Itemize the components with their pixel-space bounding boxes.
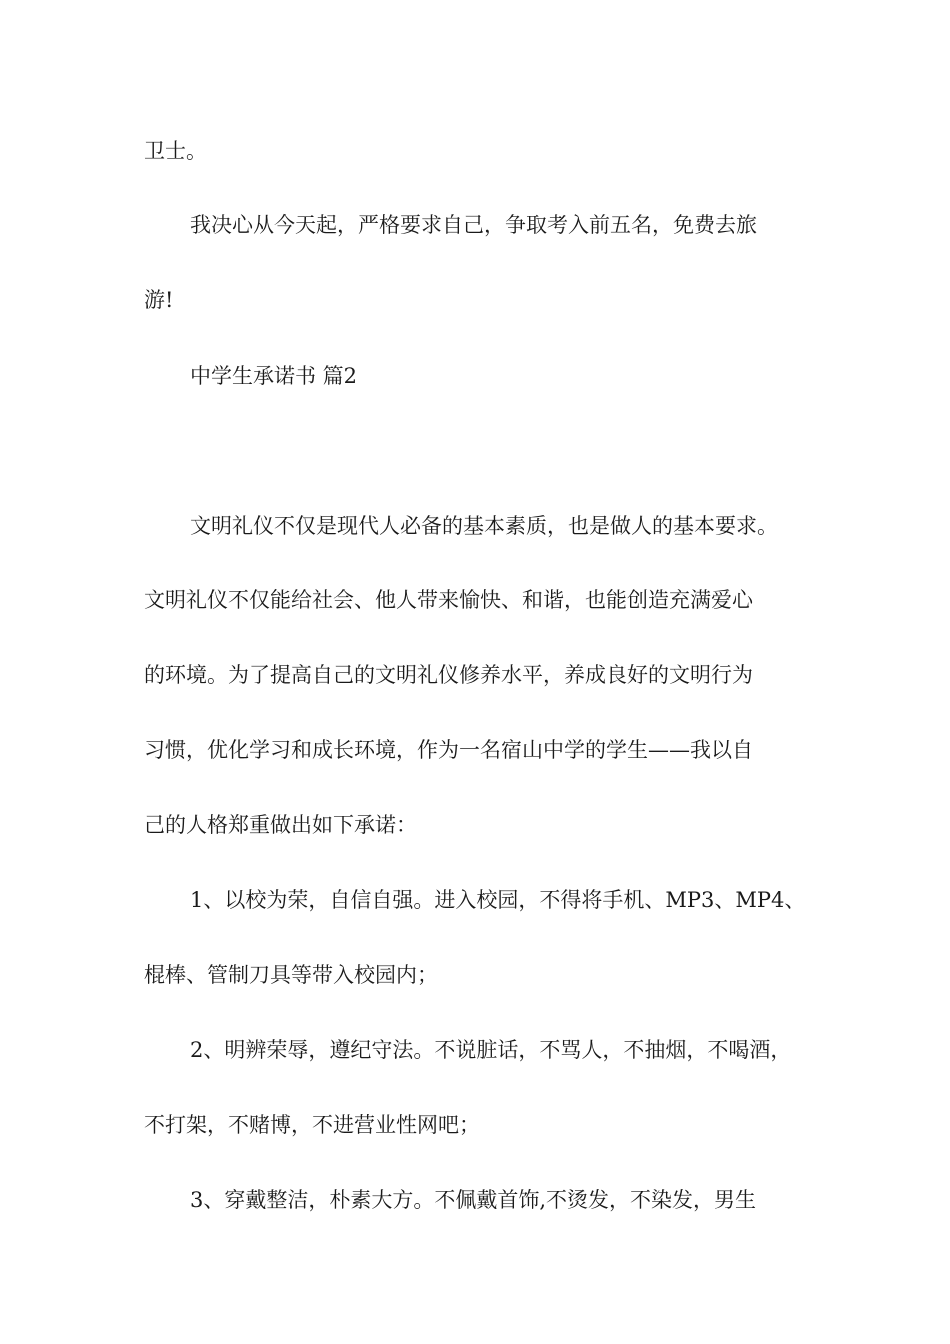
list-item: 3、穿戴整洁，朴素大方。不佩戴首饰,不烫发，不染发，男生 [190, 1188, 757, 1212]
text-line: 习惯，优化学习和成长环境，作为一名宿山中学的学生——我以自 [144, 738, 753, 762]
text-line: 己的人格郑重做出如下承诺： [144, 813, 417, 837]
text-line: 文明礼仪不仅是现代人必备的基本素质，也是做人的基本要求。 [190, 514, 778, 538]
text-line: 游! [144, 288, 174, 312]
list-item: 1、以校为荣，自信自强。进入校园，不得将手机、MP3、MP4、 [190, 888, 806, 912]
text-line: 文明礼仪不仅能给社会、他人带来愉快、和谐，也能创造充满爱心 [144, 588, 753, 612]
section-heading: 中学生承诺书 篇2 [190, 364, 358, 388]
text-line: 我决心从今天起，严格要求自己，争取考入前五名，免费去旅 [190, 213, 757, 237]
text-line: 不打架，不赌博，不进营业性网吧； [144, 1113, 480, 1137]
text-line: 棍棒、管制刀具等带入校园内； [144, 963, 438, 987]
text-line: 卫士。 [144, 139, 207, 163]
text-line: 的环境。为了提高自己的文明礼仪修养水平，养成良好的文明行为 [144, 663, 753, 687]
list-item: 2、明辨荣辱，遵纪守法。不说脏话，不骂人，不抽烟，不喝酒， [190, 1038, 792, 1062]
